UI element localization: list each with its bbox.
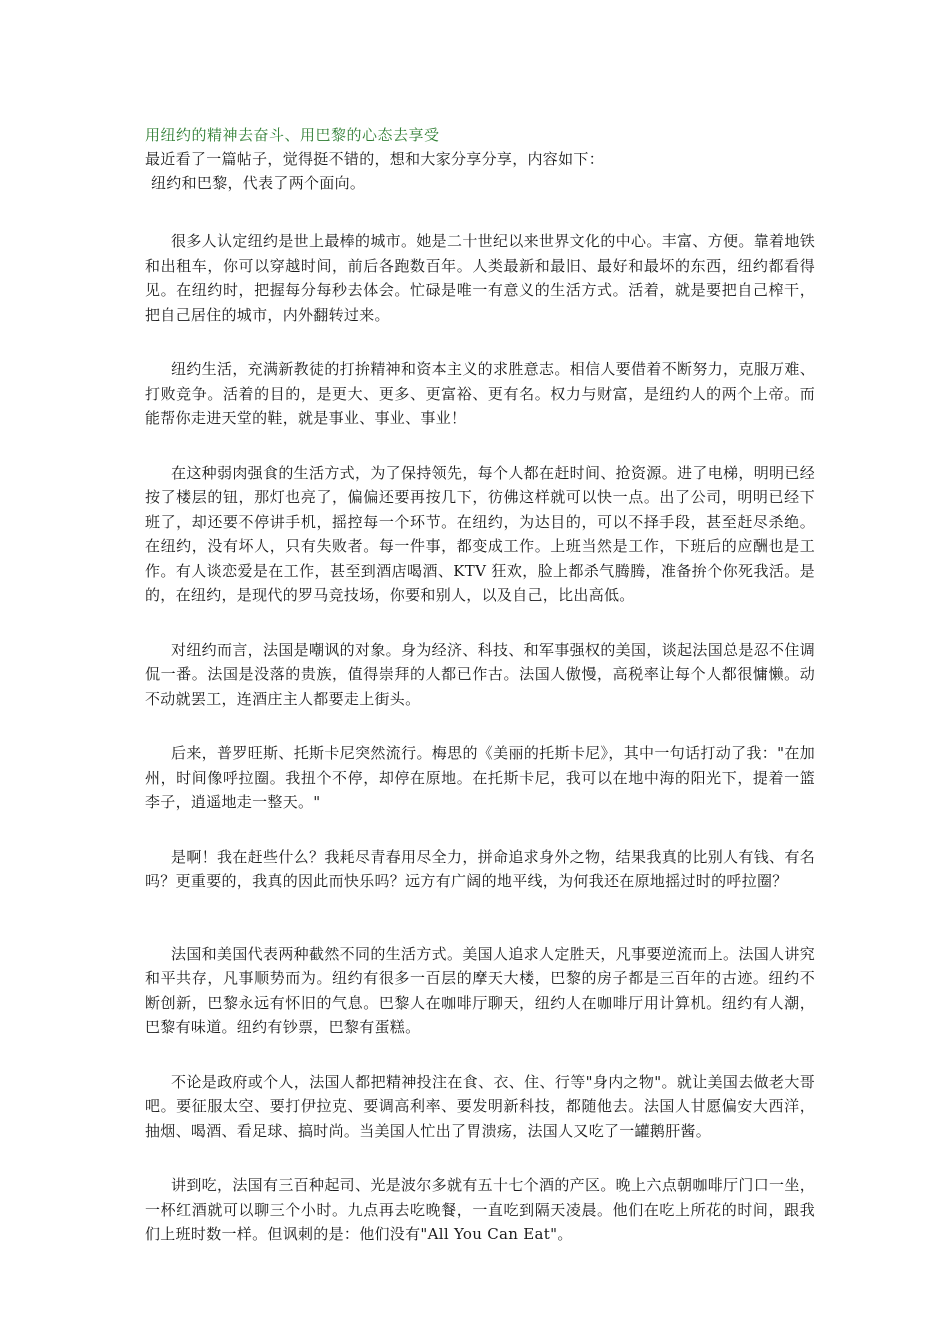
spacer xyxy=(145,815,815,845)
intro-line-1: 最近看了一篇帖子，觉得挺不错的，想和大家分享分享，内容如下： xyxy=(145,150,605,168)
paragraph-6: 是啊！我在赶些什么？我耗尽青春用尽全力，拼命追求身外之物，结果我真的比别人有钱、有名吗？更重要的，我真的因此而快乐吗？远方有广阔的地平线，为何我还在原地摇过时的呼拉圈？ xyxy=(145,847,815,890)
paragraph-2: 纽约生活，充满新教徒的打拚精神和资本主义的求胜意志。相信人要借着不断努力，克服万难、打败竞争。活着的目的，是更大、更多、更富裕、更有名。权力与财富，是纽约人的两个上帝。而能帮你走进天堂的鞋，就是事业、事业、事业！ xyxy=(145,360,815,427)
paragraph-9: 讲到吃，法国有三百种起司、光是波尔多就有五十七个酒的产区。晚上六点朝咖啡厅门口一坐，一杯红酒就可以聊三个小时。九点再去吃晚餐，一直吃到隔天凌晨。他们在吃上所花的时间，跟我们上班时数一样。但讽刺的是：他们没有"All You Can Eat"。 xyxy=(145,1176,815,1243)
spacer xyxy=(145,711,815,741)
spacer xyxy=(145,1143,815,1173)
spacer xyxy=(145,195,815,229)
spacer xyxy=(145,327,815,357)
paragraph-7: 法国和美国代表两种截然不同的生活方式。美国人追求人定胜天，凡事要逆流而上。法国人讲究和平共存，凡事顺势而为。纽约有很多一百层的摩天大楼，巴黎的房子都是三百年的古迹。纽约不断创新，巴黎永远有怀旧的气息。巴黎人在咖啡厅聊天，纽约人在咖啡厅用计算机。纽约有人潮，巴黎有味道。纽约有钞票，巴黎有蛋糕。 xyxy=(145,944,815,1036)
spacer xyxy=(145,608,815,638)
spacer xyxy=(145,431,815,461)
document-body xyxy=(145,123,815,1247)
paragraph-8: 不论是政府或个人，法国人都把精神投注在食、衣、住、行等"身内之物"。就让美国去做老大哥吧。要征服太空、要打伊拉克、要调高利率、要发明新科技，都随他去。法国人甘愿偏安大西洋，抽烟、喝酒、看足球、搞时尚。当美国人忙出了胃溃疡，法国人又吃了一罐鹅肝酱。 xyxy=(145,1072,815,1140)
spacer xyxy=(145,1040,815,1070)
paragraph-5: 后来，普罗旺斯、托斯卡尼突然流行。梅思的《美丽的托斯卡尼》，其中一句话打动了我："在加州，时间像呼拉圈。我扭个不停，却停在原地。在托斯卡尼，我可以在地中海的阳光下，提着一篮李子，逍遥地走一整天。" xyxy=(145,744,815,811)
paragraph-1: 很多人认定纽约是世上最棒的城市。她是二十世纪以来世界文化的中心。丰富、方便。靠着地铁和出租车，你可以穿越时间，前后各跑数百年。人类最新和最旧、最好和最坏的东西，纽约都看得见。在纽约时，把握每分每秒去体会。忙碌是唯一有意义的生活方式。活着，就是要把自己榨干，把自己居住的城市，内外翻转过来。 xyxy=(145,232,815,324)
intro-line-2: 纽约和巴黎，代表了两个面向。 xyxy=(151,174,366,192)
paragraph-4: 对纽约而言，法国是嘲讽的对象。身为经济、科技、和军事强权的美国，谈起法国总是忍不住调侃一番。法国是没落的贵族，值得崇拜的人都已作古。法国人傲慢，高税率让每个人都很慵懒。动不动就罢工，连酒庄主人都要走上街头。 xyxy=(145,640,815,708)
document-title: 用纽约的精神去奋斗、用巴黎的心态去享受 xyxy=(145,126,440,144)
paragraph-3: 在这种弱肉强食的生活方式，为了保持领先，每个人都在赶时间、抢资源。进了电梯，明明已经按了楼层的钮，那灯也亮了，偏偏还要再按几下，彷佛这样就可以快一点。出了公司，明明已经下班了，却还要不停讲手机，摇控每一个环节。在纽约，为达目的，可以不择手段，甚至赶尽杀绝。在纽约，没有坏人，只有失败者。每一件事，都变成工作。上班当然是工作，下班后的应酬也是工作。有人谈恋爱是在工作，甚至到酒店喝酒、KTV 狂欢，脸上都杀气腾腾，准备拚个你死我活。是的，在纽约，是现代的罗马竞技场，你要和别人，以及自己，比出高低。 xyxy=(145,463,815,604)
spacer xyxy=(145,894,815,942)
